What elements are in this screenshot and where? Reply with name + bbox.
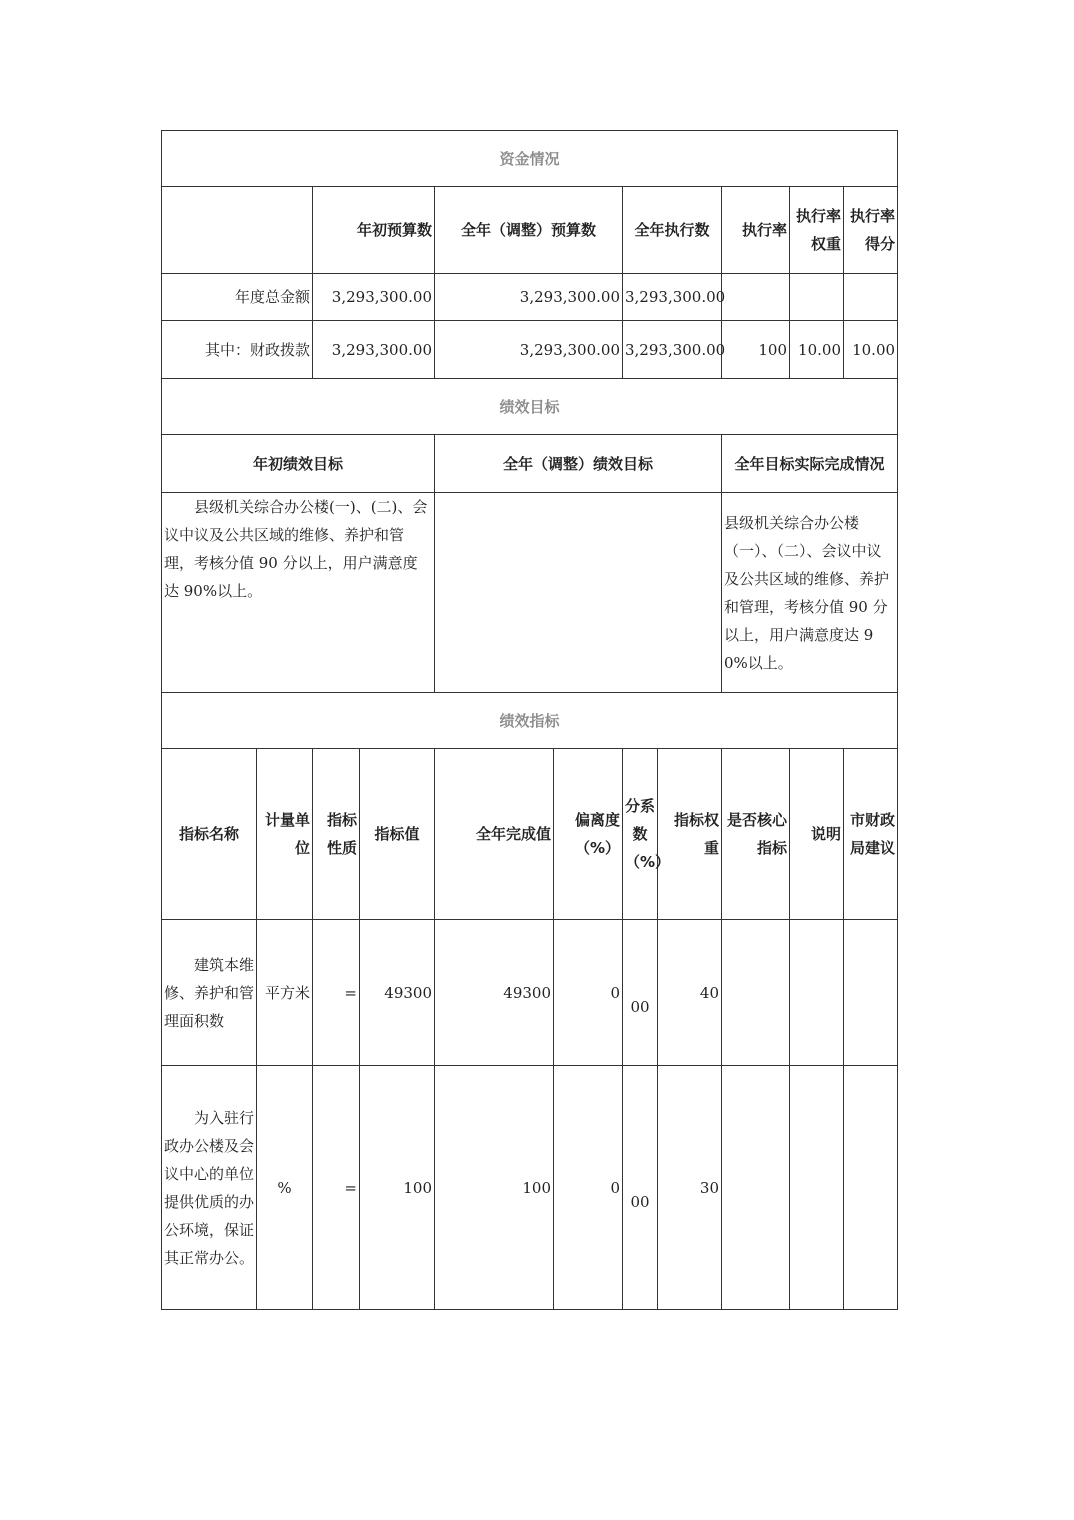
funding-header-rate: 执行率 bbox=[722, 187, 790, 274]
indicator-row-core bbox=[722, 1066, 790, 1310]
indicator-header-core: 是否核心指标 bbox=[722, 749, 790, 920]
indicator-row-deviation: 0 bbox=[554, 1066, 623, 1310]
funding-row-adjusted: 3,293,300.00 bbox=[435, 321, 623, 379]
funding-row-label: 其中：财政拨款 bbox=[162, 321, 313, 379]
funding-row-executed: 3,293,300.00 bbox=[623, 321, 722, 379]
indicator-row-unit: % bbox=[257, 1066, 313, 1310]
funding-header-initial: 年初预算数 bbox=[313, 187, 435, 274]
indicator-row-completed: 100 bbox=[435, 1066, 554, 1310]
indicator-row-nature: = bbox=[313, 1066, 360, 1310]
funding-row-score bbox=[844, 274, 898, 321]
indicator-row-weight: 40 bbox=[658, 920, 722, 1066]
indicator-header-completed: 全年完成值 bbox=[435, 749, 554, 920]
indicator-row-note bbox=[790, 920, 844, 1066]
indicator-row-target: 49300 bbox=[360, 920, 435, 1066]
goals-header-actual: 全年目标实际完成情况 bbox=[722, 435, 898, 493]
funding-header-weight: 执行率权重 bbox=[790, 187, 844, 274]
indicator-header-target: 指标值 bbox=[360, 749, 435, 920]
indicator-row-suggestion bbox=[844, 920, 898, 1066]
funding-header-adjusted: 全年（调整）预算数 bbox=[435, 187, 623, 274]
goals-header-initial: 年初绩效目标 bbox=[162, 435, 435, 493]
indicator-row-name: 建筑本维修、养护和管理面积数 bbox=[162, 920, 257, 1066]
goals-actual-text: 县级机关综合办公楼（一）、（二）、会议中议及公共区域的维修、养护和管理，考核分值 90 分以上，用户满意度达 90%以上。 bbox=[722, 493, 898, 693]
indicator-header-deviation: 偏离度（%） bbox=[554, 749, 623, 920]
funding-row-adjusted: 3,293,300.00 bbox=[435, 274, 623, 321]
indicator-header-unit: 计量单位 bbox=[257, 749, 313, 920]
indicator-row-nature: = bbox=[313, 920, 360, 1066]
funding-row-weight bbox=[790, 274, 844, 321]
funding-section-title: 资金情况 bbox=[162, 131, 898, 187]
funding-row-rate: 100 bbox=[722, 321, 790, 379]
funding-header-blank bbox=[162, 187, 313, 274]
goals-adjusted-text bbox=[435, 493, 722, 693]
indicators-section-title: 绩效指标 bbox=[162, 693, 898, 749]
funding-row-initial: 3,293,300.00 bbox=[313, 321, 435, 379]
funding-row-rate bbox=[722, 274, 790, 321]
performance-report bbox=[161, 130, 897, 1310]
indicator-header-name: 指标名称 bbox=[162, 749, 257, 920]
indicator-row-coefficient: 00 bbox=[623, 920, 658, 1066]
indicator-row-deviation: 0 bbox=[554, 920, 623, 1066]
funding-row-weight: 10.00 bbox=[790, 321, 844, 379]
indicator-header-suggestion: 市财政局建议 bbox=[844, 749, 898, 920]
indicator-header-coefficient: 分系数（%） bbox=[623, 749, 658, 920]
indicator-row-weight: 30 bbox=[658, 1066, 722, 1310]
goals-header-adjusted: 全年（调整）绩效目标 bbox=[435, 435, 722, 493]
indicator-row-target: 100 bbox=[360, 1066, 435, 1310]
funding-row-initial: 3,293,300.00 bbox=[313, 274, 435, 321]
indicator-header-weight: 指标权重 bbox=[658, 749, 722, 920]
funding-header-executed: 全年执行数 bbox=[623, 187, 722, 274]
performance-table bbox=[161, 130, 898, 1310]
indicator-header-note: 说明 bbox=[790, 749, 844, 920]
indicator-row-note bbox=[790, 1066, 844, 1310]
funding-row-label: 年度总金额 bbox=[162, 274, 313, 321]
funding-row-score: 10.00 bbox=[844, 321, 898, 379]
funding-header-score: 执行率得分 bbox=[844, 187, 898, 274]
indicator-header-nature: 指标性质 bbox=[313, 749, 360, 920]
goals-initial-text: 县级机关综合办公楼(一)、(二)、会议中议及公共区域的维修、养护和管理，考核分值 90 分以上，用户满意度达 90%以上。 bbox=[162, 493, 435, 693]
indicator-row-completed: 49300 bbox=[435, 920, 554, 1066]
indicator-row-coefficient: 00 bbox=[623, 1066, 658, 1310]
goals-section-title: 绩效目标 bbox=[162, 379, 898, 435]
indicator-row-suggestion bbox=[844, 1066, 898, 1310]
funding-row-executed: 3,293,300.00 bbox=[623, 274, 722, 321]
indicator-row-name: 为入驻行政办公楼及会议中心的单位提供优质的办公环境，保证其正常办公。 bbox=[162, 1066, 257, 1310]
indicator-row-unit: 平方米 bbox=[257, 920, 313, 1066]
indicator-row-core bbox=[722, 920, 790, 1066]
